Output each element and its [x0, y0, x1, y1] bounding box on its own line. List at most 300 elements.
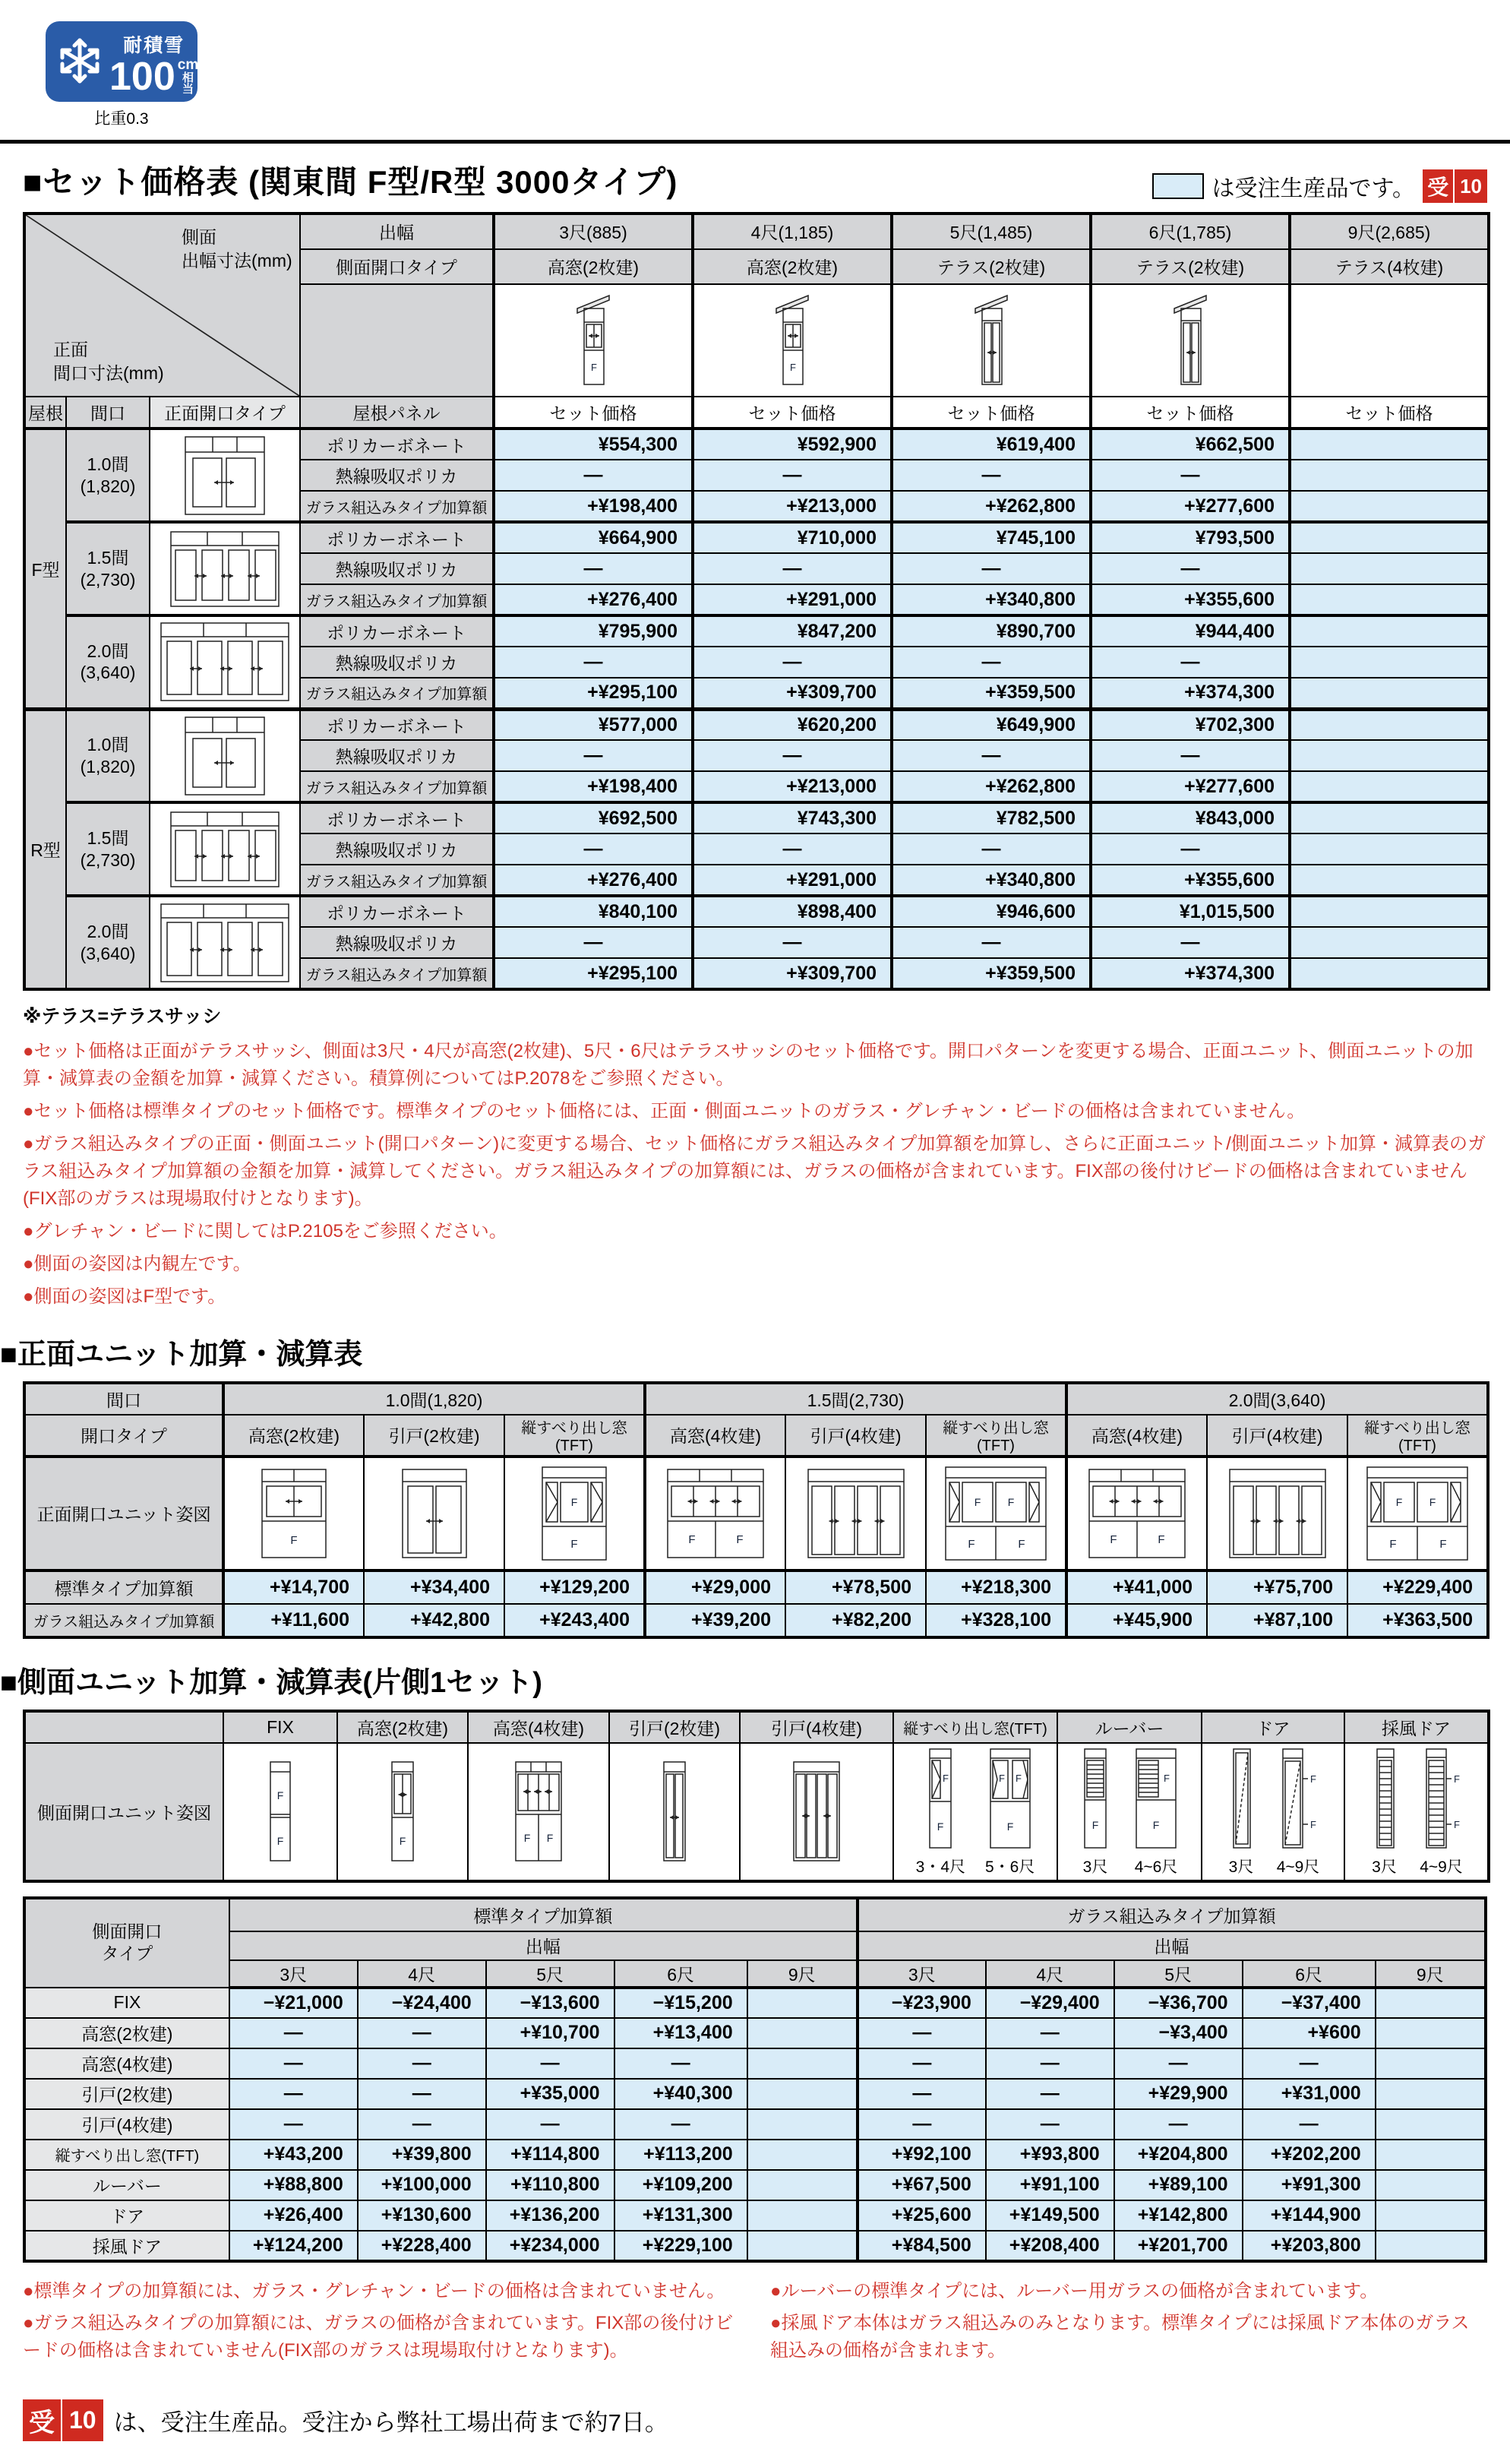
svg-text:F: F [1110, 1532, 1117, 1546]
price-cell: ¥1,015,500 [1091, 896, 1290, 927]
glass-add-value: +¥243,400 [504, 1604, 645, 1637]
price-cell [1290, 584, 1489, 615]
depth-size-header: 3尺 [858, 1960, 986, 1988]
svg-text:F: F [943, 1773, 949, 1784]
price-cell: ¥745,100 [892, 522, 1091, 553]
price-cell: — [892, 927, 1091, 958]
std-price-cell: +¥13,400 [614, 2018, 747, 2048]
glass-price-cell: — [1114, 2048, 1243, 2079]
span-row-label: 間口 [24, 1383, 223, 1415]
roof-panel-row-label: ガラス組込みタイプ加算額 [300, 771, 494, 802]
side-unit-figure [1079, 1745, 1112, 1852]
roof-type-label: R型 [24, 709, 66, 989]
price-cell: ¥710,000 [693, 522, 892, 553]
depth-size-header: 9尺 [1376, 1960, 1486, 1988]
glass-price-cell [1376, 2231, 1486, 2261]
legend-text: は受注生産品です。 [1211, 176, 1416, 201]
price-cell: — [494, 927, 693, 958]
price-cell: — [892, 833, 1091, 865]
price-cell: — [892, 460, 1091, 491]
glass-price-cell: +¥204,800 [1114, 2140, 1243, 2170]
std-add-value: +¥218,300 [926, 1570, 1066, 1604]
std-price-cell: — [229, 2048, 358, 2079]
price-cell [1290, 553, 1489, 584]
side-view-figure [1290, 284, 1489, 397]
price-cell [1290, 647, 1489, 678]
corner-cell: 側面 出幅寸法(mm) 正面 間口寸法(mm) [24, 214, 300, 397]
note-item: ●側面の姿図は内観左です。 [23, 1253, 251, 1274]
opening-type-row-label: 開口タイプ [24, 1415, 223, 1457]
price-cell: +¥276,400 [494, 865, 693, 896]
glass-price-cell: — [986, 2048, 1114, 2079]
price-cell: +¥291,000 [693, 865, 892, 896]
price-cell: ¥692,500 [494, 802, 693, 833]
std-price-cell: — [486, 2109, 614, 2140]
figure-size-sublabel: 5・6尺 [985, 1858, 1035, 1876]
std-price-cell: — [358, 2079, 486, 2109]
glass-add-value: +¥42,800 [364, 1604, 504, 1637]
set-price-table [23, 212, 1490, 991]
set-price-header: セット価格 [494, 397, 693, 429]
price-cell: +¥359,500 [892, 958, 1091, 989]
price-cell [1290, 927, 1489, 958]
std-price-cell [747, 2079, 858, 2109]
glass-price-cell: +¥89,100 [1114, 2170, 1243, 2200]
glass-add-value: +¥87,100 [1207, 1604, 1347, 1637]
svg-text:F: F [1439, 1537, 1447, 1551]
glass-price-cell: +¥208,400 [986, 2231, 1114, 2261]
price-cell: ¥944,400 [1091, 615, 1290, 647]
std-price-cell: +¥114,800 [486, 2140, 614, 2170]
side-unit-figure-cell [893, 1743, 1057, 1881]
front-unit-figure [504, 1457, 645, 1570]
glass-price-cell: +¥84,500 [858, 2231, 986, 2261]
price-cell: — [892, 647, 1091, 678]
set-price-header: セット価格 [693, 397, 892, 429]
roof-panel-row-label: ガラス組込みタイプ加算額 [300, 491, 494, 522]
snow-badge-title: 耐積雪 [123, 34, 185, 56]
glass-price-cell [1376, 2140, 1486, 2170]
front-unit-figure [645, 1457, 785, 1570]
price-cell: +¥198,400 [494, 491, 693, 522]
std-price-cell: +¥39,800 [358, 2140, 486, 2170]
span-label: 1.5間 (2,730) [66, 522, 150, 615]
glass-price-cell [1376, 2170, 1486, 2200]
glass-price-cell: — [858, 2018, 986, 2048]
depth-size-header: 3尺 [229, 1960, 358, 1988]
depth-size-header: 6尺 [1243, 1960, 1376, 1988]
glass-price-cell [1376, 2079, 1486, 2109]
price-cell [1290, 958, 1489, 989]
std-price-cell: +¥113,200 [614, 2140, 747, 2170]
std-price-cell: — [358, 2109, 486, 2140]
side-opening-type-header: 引戸(2枚建) [609, 1711, 740, 1743]
note-item: ●ガラス組込みタイプの加算額には、ガラスの価格が含まれています。FIX部の後付けビードの価格は含まれていません(FIX部のガラスは現場取付けとなります)。 [23, 2312, 734, 2361]
side-view-figure [1091, 284, 1290, 397]
std-price-cell: — [614, 2109, 747, 2140]
side-opening-type-header: 採風ドア [1344, 1711, 1489, 1743]
price-cell: +¥309,700 [693, 678, 892, 709]
price-cell: +¥295,100 [494, 958, 693, 989]
specific-gravity-label: 比重0.3 [94, 110, 149, 128]
side-type-header: 側面開口タイプ [300, 249, 494, 285]
price-cell: — [494, 647, 693, 678]
span-label: 1.0間 (1,820) [66, 429, 150, 522]
roof-panel-row-label: 熱線吸収ポリカ [300, 647, 494, 678]
side-opening-type-header: 縦すべり出し窓(TFT) [893, 1711, 1057, 1743]
price-cell: +¥359,500 [892, 678, 1091, 709]
std-price-cell: +¥229,100 [614, 2231, 747, 2261]
price-cell: — [494, 740, 693, 771]
front-opening-figure [150, 709, 300, 802]
price-cell [1290, 740, 1489, 771]
order-badge-footer: 受 10 [23, 2399, 103, 2441]
svg-text:F: F [1015, 1773, 1022, 1784]
front-type-header: 正面開口タイプ [150, 397, 300, 429]
std-price-cell: +¥43,200 [229, 2140, 358, 2170]
glass-price-cell: — [858, 2079, 986, 2109]
price-cell: — [1091, 927, 1290, 958]
glass-price-cell: −¥36,700 [1114, 1988, 1243, 2018]
side-type-col-header: テラス(2枚建) [892, 249, 1091, 285]
price-cell: ¥649,900 [892, 709, 1091, 740]
opening-type-header: 縦すべり出し窓(TFT) [1347, 1415, 1488, 1457]
depth-col-header: 3尺(885) [494, 214, 693, 249]
svg-text:F: F [1152, 1819, 1160, 1831]
side-opening-type-label: ルーバー [24, 2170, 229, 2200]
price-cell: — [1091, 553, 1290, 584]
std-price-cell [747, 2200, 858, 2231]
std-price-cell: — [358, 2018, 486, 2048]
side-unit-figure [264, 1758, 297, 1865]
depth-col-header: 4尺(1,185) [693, 214, 892, 249]
front-unit-figure [785, 1457, 926, 1570]
side-unit-figure-cell [468, 1743, 609, 1881]
front-unit-figure [223, 1457, 364, 1570]
front-unit-table-title: ■正面ユニット加算・減算表 [0, 1338, 363, 1371]
side-unit-price-table [23, 1896, 1487, 2263]
glass-price-cell: — [1114, 2109, 1243, 2140]
depth-size-header: 4尺 [986, 1960, 1114, 1988]
std-price-cell: −¥21,000 [229, 1988, 358, 2018]
price-cell: ¥702,300 [1091, 709, 1290, 740]
glass-price-cell: +¥93,800 [986, 2140, 1114, 2170]
glass-price-cell: — [986, 2079, 1114, 2109]
std-add-value: +¥129,200 [504, 1570, 645, 1604]
svg-text:F: F [523, 1832, 531, 1844]
std-price-cell: +¥10,700 [486, 2018, 614, 2048]
depth-subheader: 出幅 [229, 1931, 858, 1960]
glass-add-value: +¥328,100 [926, 1604, 1066, 1637]
side-opening-type-label: 引戸(2枚建) [24, 2079, 229, 2109]
std-price-cell: +¥110,800 [486, 2170, 614, 2200]
price-cell: +¥355,600 [1091, 865, 1290, 896]
side-figure-row-label: 側面開口ユニット姿図 [24, 1743, 223, 1881]
side-view-figure [693, 284, 892, 397]
std-add-value: +¥34,400 [364, 1570, 504, 1604]
opening-type-header: 高窓(4枚建) [1066, 1415, 1207, 1457]
price-cell: — [1091, 460, 1290, 491]
svg-text:F: F [736, 1532, 744, 1546]
side-type-col-header: 高窓(2枚建) [693, 249, 892, 285]
std-price-cell: +¥228,400 [358, 2231, 486, 2261]
svg-text:F: F [570, 1495, 578, 1508]
price-cell: +¥355,600 [1091, 584, 1290, 615]
side-unit-figure [1420, 1745, 1464, 1852]
price-cell [1290, 522, 1489, 553]
price-cell: — [494, 460, 693, 491]
glass-add-value: +¥45,900 [1066, 1604, 1207, 1637]
std-price-cell: +¥100,000 [358, 2170, 486, 2200]
price-cell: — [494, 833, 693, 865]
std-price-cell: — [229, 2079, 358, 2109]
span-label: 1.0間 (1,820) [66, 709, 150, 802]
opening-type-header: 引戸(4枚建) [785, 1415, 926, 1457]
std-price-cell [747, 2140, 858, 2170]
price-cell: +¥277,600 [1091, 491, 1290, 522]
price-cell: +¥276,400 [494, 584, 693, 615]
svg-text:F: F [1158, 1532, 1165, 1546]
glass-price-cell [1376, 1988, 1486, 2018]
std-price-cell [747, 1988, 858, 2018]
opening-type-header: 高窓(4枚建) [645, 1415, 785, 1457]
svg-text:F: F [1164, 1773, 1170, 1784]
opening-type-header: 縦すべり出し窓(TFT) [926, 1415, 1066, 1457]
svg-text:F: F [998, 1773, 1005, 1784]
price-cell: — [693, 927, 892, 958]
roof-panel-row-label: 熱線吸収ポリカ [300, 553, 494, 584]
glass-price-cell: −¥29,400 [986, 1988, 1114, 2018]
depth-subheader: 出幅 [858, 1931, 1486, 1960]
depth-header: 出幅 [300, 214, 494, 249]
note-item: ●側面の姿図はF型です。 [23, 1286, 226, 1307]
price-cell: +¥213,000 [693, 491, 892, 522]
std-price-cell: −¥15,200 [614, 1988, 747, 2018]
glass-price-cell: −¥3,400 [1114, 2018, 1243, 2048]
side-unit-figure-cell [1202, 1743, 1344, 1881]
roof-type-label: F型 [24, 429, 66, 709]
svg-text:F: F [570, 1537, 578, 1551]
side-unit-figure [789, 1758, 844, 1865]
span-group-header: 1.0間(1,820) [223, 1383, 645, 1415]
price-cell: +¥291,000 [693, 584, 892, 615]
side-unit-figure [657, 1758, 692, 1865]
std-price-cell: +¥26,400 [229, 2200, 358, 2231]
svg-text:F: F [968, 1537, 975, 1551]
price-cell: ¥592,900 [693, 429, 892, 460]
price-cell [1290, 678, 1489, 709]
glass-price-cell [1376, 2109, 1486, 2140]
side-view-figure [892, 284, 1091, 397]
side-opening-type-label: 引戸(4枚建) [24, 2109, 229, 2140]
roof-panel-row-label: ガラス組込みタイプ加算額 [300, 958, 494, 989]
glass-price-cell: — [986, 2018, 1114, 2048]
snow-load-badge [46, 21, 197, 129]
price-cell: ¥577,000 [494, 709, 693, 740]
side-unit-figure-cell [223, 1743, 337, 1881]
span-label: 1.5間 (2,730) [66, 802, 150, 896]
price-cell: ¥795,900 [494, 615, 693, 647]
roof-panel-row-label: 熱線吸収ポリカ [300, 740, 494, 771]
glass-price-cell: +¥92,100 [858, 2140, 986, 2170]
depth-col-header: 5尺(1,485) [892, 214, 1091, 249]
side-opening-type-corner: 側面開口 タイプ [24, 1898, 229, 1988]
price-cell: ¥840,100 [494, 896, 693, 927]
std-add-value: +¥229,400 [1347, 1570, 1488, 1604]
snow-badge-value: 100 [109, 54, 175, 99]
corner-front-label: 正面 [53, 339, 88, 359]
figure-size-sublabel: 3尺 [1372, 1858, 1397, 1876]
order-badge: 受 10 [1423, 169, 1487, 203]
price-cell: ¥782,500 [892, 802, 1091, 833]
roof-panel-row-label: ポリカーボネート [300, 709, 494, 740]
price-cell: ¥793,500 [1091, 522, 1290, 553]
span-group-header: 2.0間(3,640) [1066, 1383, 1488, 1415]
roof-panel-row-label: ポリカーボネート [300, 522, 494, 553]
roof-panel-row-label: ポリカーボネート [300, 429, 494, 460]
roof-header: 屋根 [24, 397, 66, 429]
glass-price-cell: +¥202,200 [1243, 2140, 1376, 2170]
price-cell: — [494, 553, 693, 584]
svg-text:F: F [1395, 1495, 1403, 1508]
glass-price-cell: +¥600 [1243, 2018, 1376, 2048]
price-cell: ¥664,900 [494, 522, 693, 553]
price-cell: +¥277,600 [1091, 771, 1290, 802]
roof-panel-row-label: ガラス組込みタイプ加算額 [300, 584, 494, 615]
price-cell: ¥743,300 [693, 802, 892, 833]
svg-text:F: F [1091, 1819, 1099, 1831]
std-price-cell: +¥130,600 [358, 2200, 486, 2231]
side-unit-table-title: ■側面ユニット加算・減算表(片側1セット) [0, 1666, 542, 1699]
side-unit-figure [1132, 1745, 1180, 1852]
price-cell: — [693, 647, 892, 678]
roof-panel-row-label: ガラス組込みタイプ加算額 [300, 865, 494, 896]
glass-price-cell: — [858, 2109, 986, 2140]
front-opening-figure [150, 802, 300, 896]
depth-col-header: 9尺(2,685) [1290, 214, 1489, 249]
side-unit-figure-cell [1057, 1743, 1202, 1881]
price-cell [1290, 896, 1489, 927]
price-cell: ¥847,200 [693, 615, 892, 647]
side-unit-figure [1276, 1745, 1320, 1852]
svg-text:F: F [276, 1789, 284, 1801]
std-price-cell: −¥24,400 [358, 1988, 486, 2018]
side-opening-type-header: 高窓(4枚建) [468, 1711, 609, 1743]
svg-text:F: F [1429, 1495, 1436, 1508]
std-price-cell [747, 2018, 858, 2048]
svg-text:F: F [276, 1835, 284, 1847]
side-unit-figure-cell [1344, 1743, 1489, 1881]
price-cell: ¥619,400 [892, 429, 1091, 460]
front-opening-figure [150, 429, 300, 522]
price-cell: — [693, 553, 892, 584]
set-price-header: セット価格 [892, 397, 1091, 429]
std-price-cell: +¥124,200 [229, 2231, 358, 2261]
svg-text:F: F [688, 1532, 696, 1546]
side-unit-figure [511, 1758, 566, 1865]
std-add-value: +¥14,700 [223, 1570, 364, 1604]
glass-price-cell: +¥201,700 [1114, 2231, 1243, 2261]
price-cell [1290, 833, 1489, 865]
glass-add-value: +¥363,500 [1347, 1604, 1488, 1637]
span-label: 2.0間 (3,640) [66, 615, 150, 709]
svg-text:F: F [1310, 1819, 1316, 1830]
side-unit-figure [986, 1745, 1035, 1852]
glass-price-cell: +¥29,900 [1114, 2079, 1243, 2109]
std-price-cell: — [229, 2109, 358, 2140]
glass-price-cell: −¥23,900 [858, 1988, 986, 2018]
set-price-header: セット価格 [1290, 397, 1489, 429]
corner-side-label: 側面 [182, 227, 216, 247]
made-to-order-legend [1152, 169, 1487, 203]
span-label: 2.0間 (3,640) [66, 896, 150, 989]
price-cell: — [693, 740, 892, 771]
depth-size-header: 4尺 [358, 1960, 486, 1988]
price-cell [1290, 429, 1489, 460]
figure-size-sublabel: 4~9尺 [1420, 1858, 1463, 1876]
std-group-header: 標準タイプ加算額 [229, 1898, 858, 1931]
price-cell: ¥890,700 [892, 615, 1091, 647]
glass-price-cell [1376, 2200, 1486, 2231]
std-price-cell [747, 2048, 858, 2079]
price-cell: — [693, 460, 892, 491]
top-rule [0, 140, 1510, 144]
price-cell: +¥262,800 [892, 771, 1091, 802]
price-cell: +¥295,100 [494, 678, 693, 709]
svg-text:F: F [1310, 1773, 1316, 1785]
side-opening-type-label: 高窓(4枚建) [24, 2048, 229, 2079]
side-opening-type-label: 縦すべり出し窓(TFT) [24, 2140, 229, 2170]
svg-text:F: F [591, 362, 597, 374]
glass-price-cell: +¥67,500 [858, 2170, 986, 2200]
side-unit-figure-cell [740, 1743, 893, 1881]
side-type-col-header: テラス(2枚建) [1091, 249, 1290, 285]
legend-color-swatch [1152, 173, 1204, 199]
std-add-value: +¥29,000 [645, 1570, 785, 1604]
roof-panel-row-label: ポリカーボネート [300, 615, 494, 647]
std-price-cell: +¥109,200 [614, 2170, 747, 2200]
svg-text:F: F [546, 1832, 554, 1844]
figure-size-sublabel: 3尺 [1082, 1858, 1108, 1876]
side-opening-type-label: 高窓(2枚建) [24, 2018, 229, 2048]
side-type-col-header: テラス(4枚建) [1290, 249, 1489, 285]
price-cell: ¥662,500 [1091, 429, 1290, 460]
svg-text:F: F [937, 1820, 944, 1833]
roof-panel-row-label: ガラス組込みタイプ加算額 [300, 678, 494, 709]
std-add-value: +¥41,000 [1066, 1570, 1207, 1604]
footer-text: は、受注生産品。受注から弊社工場出荷まで約7日。 [113, 2409, 668, 2436]
side-type-col-header: 高窓(2枚建) [494, 249, 693, 285]
std-price-cell: — [486, 2048, 614, 2079]
price-cell: — [1091, 647, 1290, 678]
side-unit-figure [385, 1758, 420, 1865]
price-cell [1290, 865, 1489, 896]
roof-panel-row-label: 熱線吸収ポリカ [300, 833, 494, 865]
glass-price-cell: +¥142,800 [1114, 2200, 1243, 2231]
front-opening-figure [150, 615, 300, 709]
set-price-header: セット価格 [1091, 397, 1290, 429]
roof-panel-row-label: 熱線吸収ポリカ [300, 460, 494, 491]
snow-badge-unit: cm [177, 56, 199, 73]
price-cell: ¥620,200 [693, 709, 892, 740]
glass-price-cell: +¥25,600 [858, 2200, 986, 2231]
svg-text:F: F [1007, 1495, 1015, 1508]
price-cell: +¥309,700 [693, 958, 892, 989]
glass-price-cell: +¥31,000 [1243, 2079, 1376, 2109]
price-cell: +¥340,800 [892, 865, 1091, 896]
note-item: ●標準タイプの加算額には、ガラス・グレチャン・ビードの価格は含まれていません。 [23, 2280, 725, 2301]
side-opening-type-label: 採風ドア [24, 2231, 229, 2261]
